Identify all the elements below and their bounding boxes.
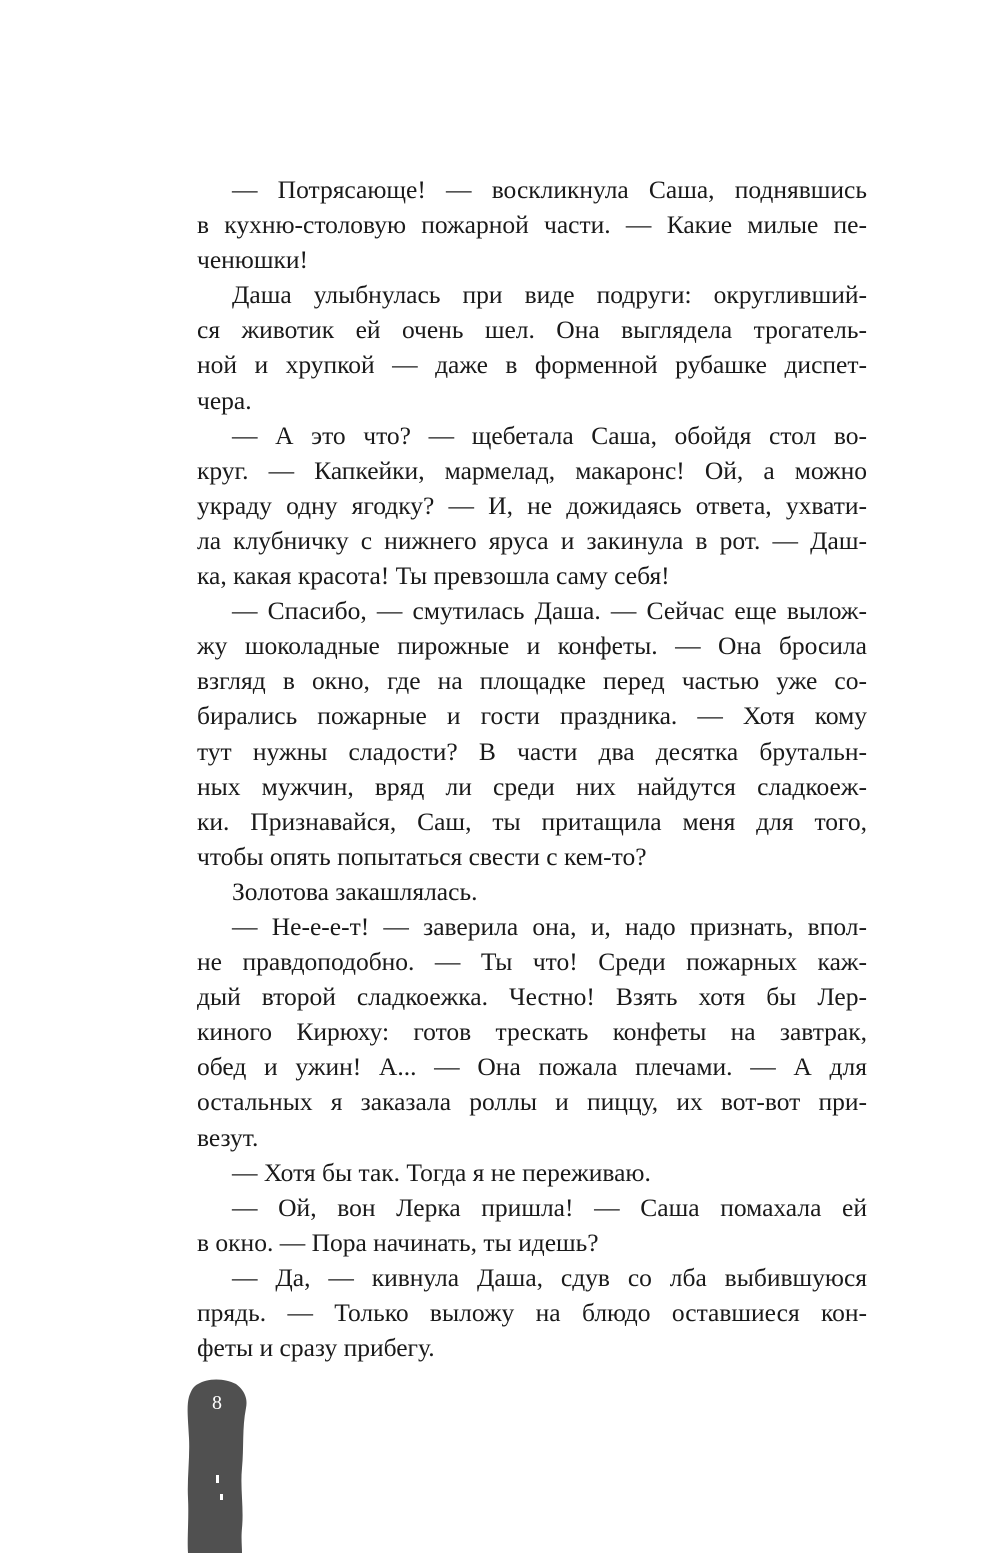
- text-line: — Потрясающе! — воскликнула Саша, поднявшись: [232, 175, 867, 204]
- text-line: — Хотя бы так. Тогда я не переживаю.: [232, 1157, 651, 1187]
- page-number: 8: [212, 1392, 222, 1414]
- text-line: круг. — Капкейки, мармелад, макаронс! Ой, а можно: [197, 455, 867, 485]
- text-line: ла клубничку с нижнего яруса и закинула в рот. — Даш-: [197, 525, 867, 555]
- text-line: чера.: [197, 385, 252, 415]
- text-line: — Ой, вон Лерка пришла! — Саша помахала ей: [232, 1192, 867, 1222]
- text-line: ки. Признавайся, Саш, ты притащила меня для того,: [197, 806, 867, 836]
- text-line: бирались пожарные и гости праздника. — Хотя кому: [197, 701, 867, 731]
- text-line: — Да, — кивнула Даша, сдув со лба выбившуюся: [232, 1262, 867, 1292]
- text-line: тут нужны сладости? В части два десятка брутальн-: [197, 736, 867, 766]
- text-line: ка, какая красота! Ты превзошла саму себя!: [197, 561, 670, 591]
- text-line: — Спасибо, — смутилась Даша. — Сейчас еще вылож-: [232, 596, 867, 626]
- text-line: ных мужчин, вряд ли среди них найдутся сладкоеж-: [197, 771, 867, 801]
- text-line: взгляд в окно, где на площадке перед частью уже со-: [197, 666, 867, 696]
- text-line: в окно. — Пора начинать, ты идешь?: [197, 1227, 599, 1257]
- text-line: чтобы опять попытаться свести с кем-то?: [197, 841, 647, 871]
- text-line: киного Кирюху: готов трескать конфеты на завтрак,: [197, 1017, 867, 1047]
- text-line: феты и сразу прибегу.: [197, 1333, 435, 1363]
- text-line: ся животик ей очень шел. Она выглядела трогатель-: [197, 315, 867, 345]
- text-line: — Не-е-е-т! — заверила она, и, надо признать, впол-: [232, 911, 867, 941]
- page-text: [197, 172, 867, 1365]
- text-line: прядь. — Только выложу на блюдо оставшиеся кон-: [197, 1298, 867, 1327]
- text-line: в кухню-столовую пожарной части. — Какие милые пе-: [197, 210, 867, 240]
- text-line: Даша улыбнулась при виде подруги: округливший-: [232, 280, 867, 310]
- text-line: ченюшки!: [197, 245, 309, 275]
- text-line: — А это что? — щебетала Саша, обойдя стол во-: [232, 420, 867, 450]
- text-line: обед и ужин! А... — Она пожала плечами. — А для: [197, 1052, 867, 1082]
- text-line: остальных я заказала роллы и пиццу, их вот-вот при-: [197, 1087, 867, 1117]
- text-line: не правдоподобно. — Ты что! Среди пожарных каж-: [197, 947, 867, 977]
- text-line: везут.: [197, 1122, 259, 1152]
- text-line: ной и хрупкой — даже в форменной рубашке диспет-: [197, 350, 867, 380]
- text-line: дый второй сладкоежка. Честно! Взять хотя бы Лер-: [197, 982, 867, 1012]
- text-line: жу шоколадные пирожные и конфеты. — Она бросила: [197, 631, 867, 661]
- text-line: Золотова закашлялась.: [232, 876, 478, 906]
- text-line: украду одну ягодку? — И, не дожидаясь ответа, ухвати-: [197, 490, 867, 520]
